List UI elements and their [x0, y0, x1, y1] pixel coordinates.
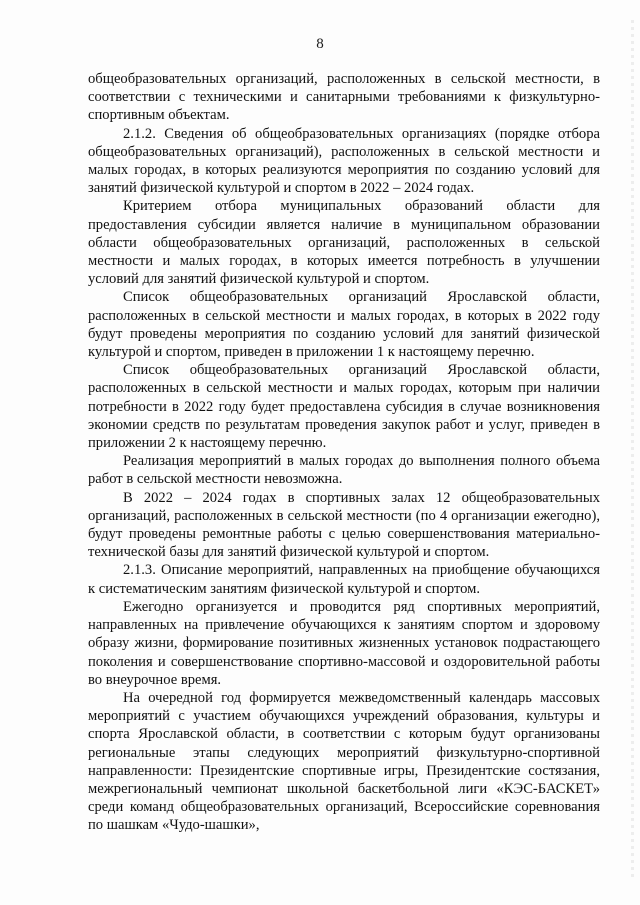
paragraph-list-appendix-2: Список общеобразовательных организаций Ярославской области, расположенных в сельской местности и малых городах, которым при наличии потребности в 2022 году будет предоставлена субсидия в случае возникновения экономии средств по результатам проведения закупок работ и услуг, приведен в приложении 2 к настоящему перечню.	[88, 362, 600, 452]
scan-edge-artifact	[631, 20, 634, 880]
page-number: 8	[316, 36, 324, 52]
paragraph-event-calendar: На очередной год формируется межведомственный календарь массовых мероприятий с участием обучающихся учреждений образования, культуры и спорта Ярославской области, в соответствии с которым будут организованы региональные этапы следующих мероприятий физкультурно-спортивной направленности: Президентские спортивные игры, Президентские состязания, межрегиональный чемпионат школьной баскетбольной лиги «КЭС-БАСКЕТ» среди команд общеобразовательных организаций, Всероссийские соревнования по шашкам «Чудо-шашки»,	[88, 689, 600, 834]
paragraph-small-towns: Реализация мероприятий в малых городах до выполнения полного объема работ в сельской местности невозможна.	[88, 453, 600, 488]
document-body	[88, 70, 600, 835]
paragraph-selection-criterion: Критерием отбора муниципальных образований области для предоставления субсидии является наличие в муниципальном образовании области общеобразовательных организаций, расположенных в сельской местности и малых городах, в которых имеется потребность в улучшении условий для занятий физической культурой и спортом.	[88, 198, 600, 288]
paragraph-repair-works: В 2022 – 2024 годах в спортивных залах 12 общеобразовательных организаций, расположенных в сельской местности (по 4 организации ежегодно), будут проведены ремонтные работы с целью совершенствования материально-технической базы для занятий физической культурой и спортом.	[88, 489, 600, 561]
paragraph-continuation: общеобразовательных организаций, расположенных в сельской местности, в соответствии с техническими и санитарными требованиями к физкультурно-спортивным объектам.	[88, 71, 600, 124]
paragraph-section-2-1-2: 2.1.2. Сведения об общеобразовательных организациях (порядке отбора общеобразовательных организаций), расположенных в сельской местности и малых городах, в которых реализуются мероприятия по созданию условий для занятий физической культурой и спортом в 2022 – 2024 годах.	[88, 125, 600, 197]
paragraph-section-2-1-3: 2.1.3. Описание мероприятий, направленных на приобщение обучающихся к систематическим занятиям физической культурой и спортом.	[88, 562, 600, 597]
paragraph-annual-events: Ежегодно организуется и проводится ряд спортивных мероприятий, направленных на привлечение обучающихся к занятиям спортом и здоровому образу жизни, формирование позитивных жизненных установок подрастающего поколения и совершенствование спортивно-массовой и оздоровительной работы во внеурочное время.	[88, 598, 600, 688]
paragraph-list-appendix-1: Список общеобразовательных организаций Ярославской области, расположенных в сельской местности и малых городах, в которых в 2022 году будут проведены мероприятия по созданию условий для занятий физической культурой и спортом, приведен в приложении 1 к настоящему перечню.	[88, 289, 600, 361]
